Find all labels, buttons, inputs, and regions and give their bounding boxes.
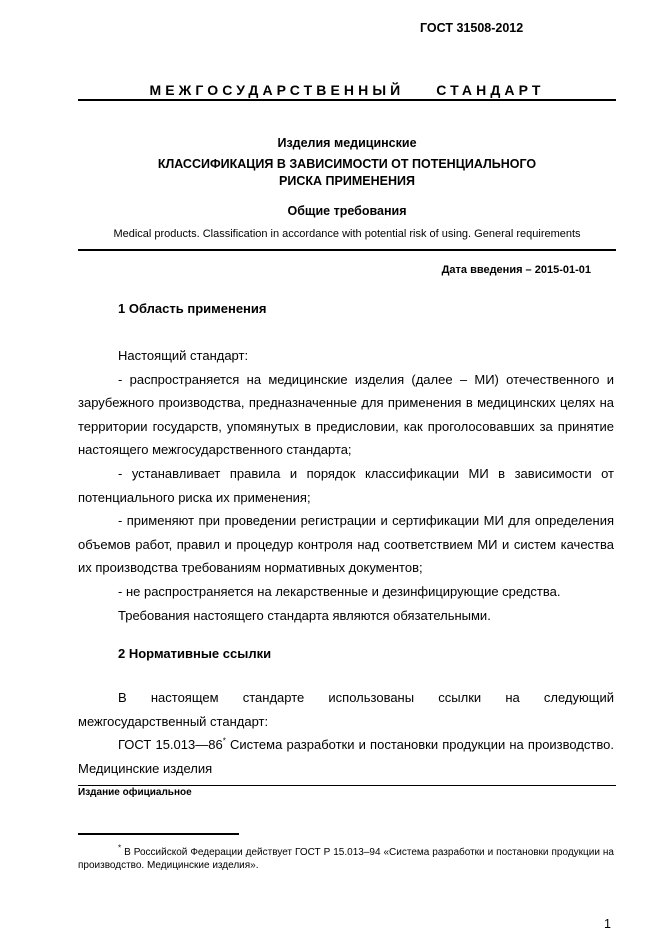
- section-1-closing: Требования настоящего стандарта являются обязательными.: [118, 607, 491, 623]
- section-1-item: - распространяется на медицинские изделия (далее – МИ) отечественного и зарубежного производства, предназначенные для применения в медицинских целях на территории государств, упомянутых в предисловии, как проголосовавших за принятие настоящего межгосударственного стандарта;: [78, 371, 614, 458]
- footnote-body: В Российской Федерации действует ГОСТ Р 15.013–94 «Система разработки и постановки продукции на производство. Медицинские изделия».: [78, 847, 614, 871]
- footnote-separator: [78, 833, 239, 835]
- section-1-body: [78, 344, 614, 627]
- document-subtitle-general: Общие требования: [287, 204, 407, 218]
- standard-code: ГОСТ 31508-2012: [420, 21, 524, 35]
- section-1-item: - не распространяется на лекарственные и дезинфицирующие средства.: [118, 583, 561, 599]
- page-number: 1: [604, 917, 611, 931]
- reference-title: Система разработки и постановки продукции на производство. Медицинские изделия: [78, 737, 614, 776]
- title-rule: [78, 249, 616, 251]
- section-2-body: [78, 686, 614, 780]
- section-1-item: - устанавливает правила и порядок классификации МИ в зависимости от потенциального риска их применения;: [78, 465, 614, 505]
- section-2-reference: [78, 733, 614, 780]
- section-2-intro: В настоящем стандарте использованы ссылки на следующий межгосударственный стандарт:: [78, 690, 614, 729]
- section-1-item: - применяют при проведении регистрации и сертификации МИ для определения объемов работ, правил и процедур контроля над соответствием МИ и систем качества их производства требованиям нормативных документов;: [78, 513, 614, 576]
- document-title: [78, 156, 616, 190]
- footnote-mark: *: [118, 843, 122, 853]
- official-edition-label: Издание официальное: [78, 787, 192, 798]
- document-subtitle: Изделия медицинские: [277, 136, 417, 150]
- footnote: [78, 843, 614, 872]
- section-2-heading: 2 Нормативные ссылки: [118, 646, 272, 661]
- document-title-line-2: РИСКА ПРИМЕНЕНИЯ: [279, 174, 415, 188]
- intro-date: Дата введения – 2015-01-01: [441, 264, 591, 276]
- reference-code: ГОСТ 15.013—86: [118, 737, 223, 753]
- english-title: Medical products. Classification in accordance with potential risk of using. General requirements: [113, 228, 581, 240]
- banner-rule: [78, 99, 616, 101]
- interstate-standard-banner: МЕЖГОСУДАРСТВЕННЫЙ СТАНДАРТ: [149, 82, 545, 98]
- document-title-line-1: КЛАССИФИКАЦИЯ В ЗАВИСИМОСТИ ОТ ПОТЕНЦИАЛЬНОГО: [157, 157, 537, 171]
- official-edition-rule: [78, 785, 616, 786]
- section-1-lead: Настоящий стандарт:: [118, 348, 249, 363]
- section-1-heading: 1 Область применения: [118, 301, 267, 316]
- footnote-text: [78, 843, 614, 872]
- footnote-marker: *: [222, 736, 226, 746]
